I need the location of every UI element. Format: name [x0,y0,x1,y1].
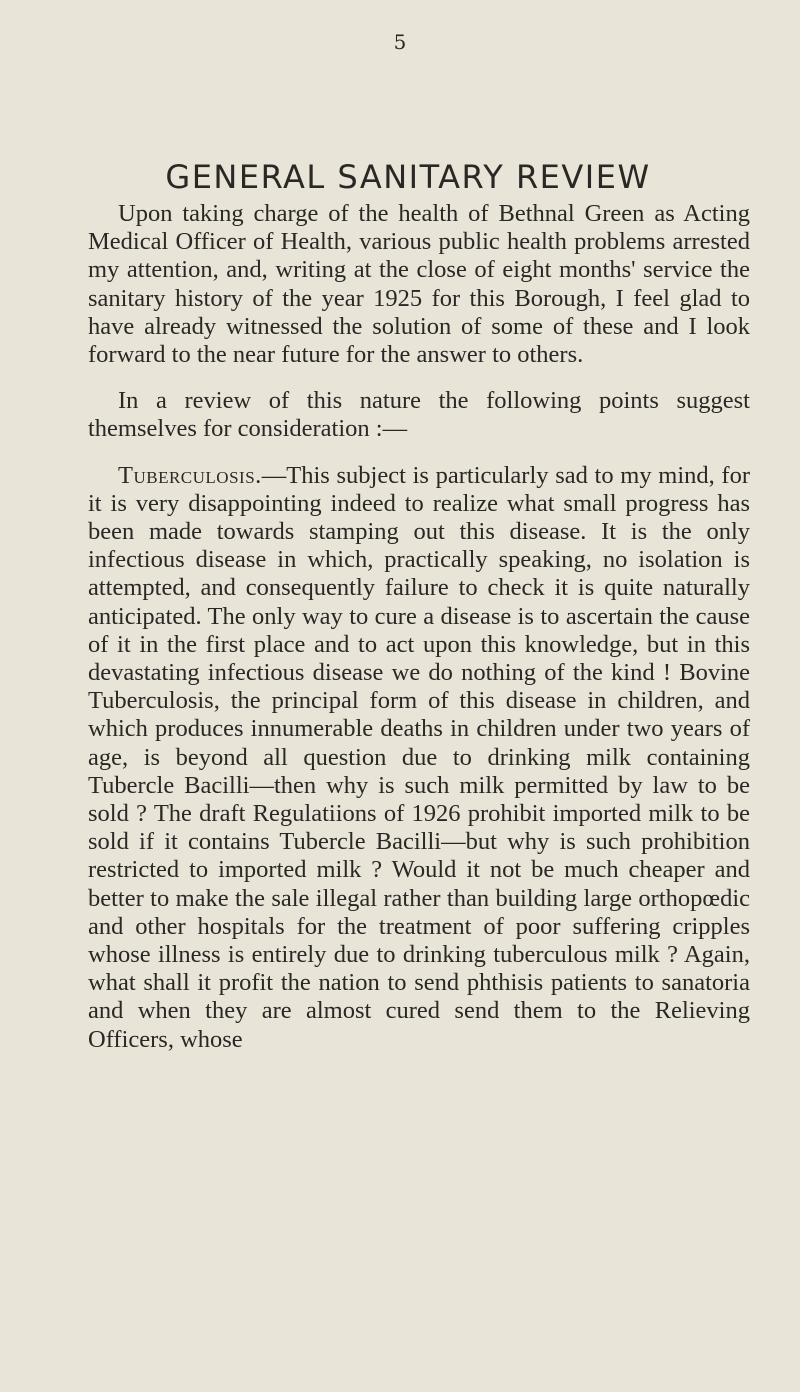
page-number: 5 [393,30,407,54]
paragraph-points: In a review of this nature the following points suggest themselves for consideration :— [88,387,750,443]
section-heading: GENERAL SANITARY REVIEW [165,158,651,196]
tuberculosis-lead: Tuberculosis. [118,461,262,489]
tuberculosis-text: —This subject is particularly sad to my mind, for it is very disappointing indeed to realize what small progress has been made towards stamping out this disease. It is the only infectious disease in which, practically speaking, no isolation is attempted, and consequently failure to check it is quite naturally anticipated. The only way to cure a disease is to ascertain the cause of it in the first place and to act upon this knowledge, but in this devastating infectious disease we do nothing of the kind ! Bovine Tuberculosis, the principal form of this disease in children, and which produces innumerable deaths in children under two years of age, is beyond all question due to drinking milk containing Tubercle Bacilli—then why is such milk permitted by law to be sold ? The draft Regulatiions of 1926 prohibit imported milk to be sold if it contains Tubercle Bacilli—but why is such prohibition restricted to imported milk ? Would it not be much cheaper and better to make the sale illegal rather than building large orthopœdic and other hospitals for the treatment of poor suffering cripples whose illness is entirely due to drinking tuberculous milk ? Again, what shall it profit the nation to send phthisis patients to sanatoria and when they are almost cured send them to the Relieving Officers, whose [88,461,750,1053]
paragraph-introduction: Upon taking charge of the health of Bethnal Green as Acting Medical Officer of Health, various public health problems arrested my attention, and, writing at the close of eight months' service the sanitary history of the year 1925 for this Borough, I feel glad to have already witnessed the solution of some of these and I look forward to the near future for the answer to others. [88,200,750,369]
body-text [88,200,750,1054]
paragraph-tuberculosis [88,462,750,1054]
